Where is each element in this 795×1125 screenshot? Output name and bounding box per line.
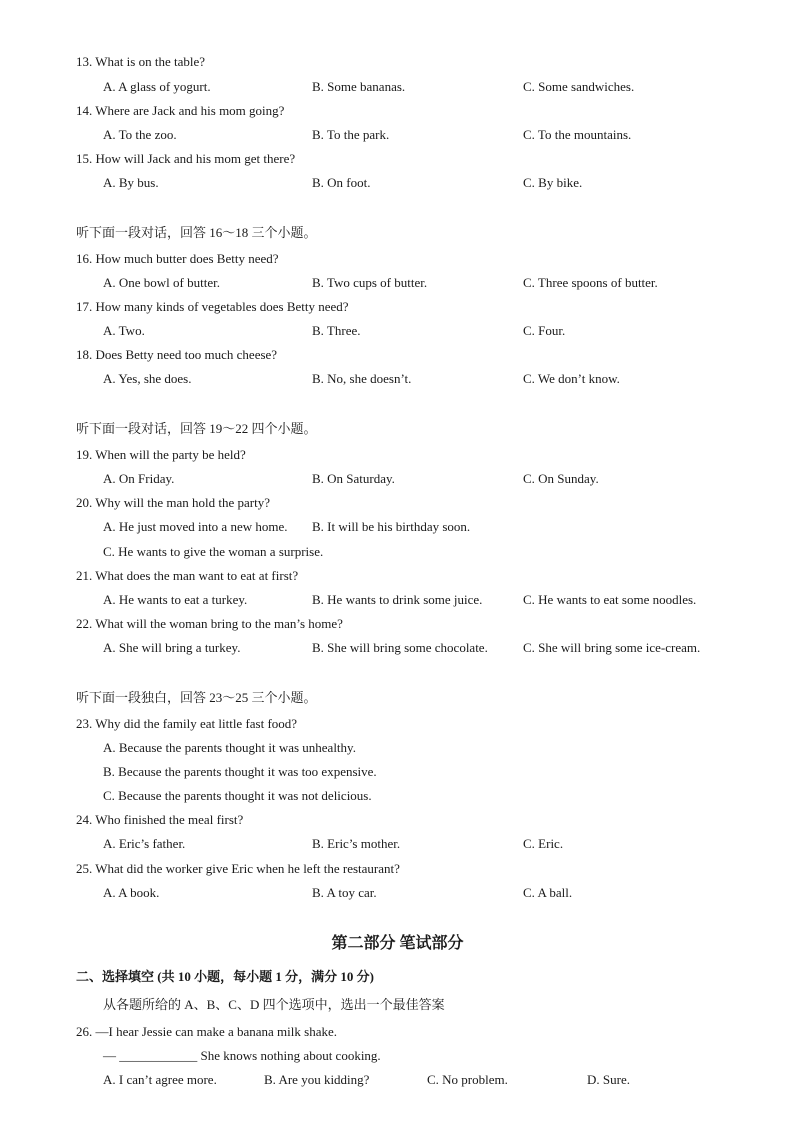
section-intro-16-18: 听下面一段对话，回答 16～18 三个小题。 — [76, 225, 317, 240]
question-24-option-a: A. Eric’s father. — [103, 836, 186, 851]
question-22-option-b: B. She will bring some chocolate. — [312, 640, 488, 655]
question-26-stem: 26. —I hear Jessie can make a banana milk shake. — [76, 1024, 337, 1039]
question-19-option-b: B. On Saturday. — [312, 471, 395, 486]
part-two-title: 第二部分 笔试部分 — [331, 935, 464, 952]
question-18-option-a: A. Yes, she does. — [103, 371, 192, 386]
question-21-stem: 21. What does the man want to eat at first? — [76, 568, 299, 583]
question-25-option-b: B. A toy car. — [312, 885, 377, 900]
question-13-option-c: C. Some sandwiches. — [523, 79, 635, 94]
question-26-response: — ____________ She knows nothing about cooking. — [103, 1048, 381, 1063]
question-24-option-c: C. Eric. — [523, 836, 564, 851]
question-23-option-c: C. Because the parents thought it was not delicious. — [103, 788, 372, 803]
question-16-option-c: C. Three spoons of butter. — [523, 275, 658, 290]
question-20-option-b: B. It will be his birthday soon. — [312, 519, 471, 534]
section-two-heading: 二、选择填空 (共 10 小题，每小题 1 分，满分 10 分) — [76, 969, 374, 984]
question-14-option-c: C. To the mountains. — [523, 127, 632, 142]
section-intro-19-22: 听下面一段对话，回答 19～22 四个小题。 — [76, 421, 317, 436]
question-21-option-c: C. He wants to eat some noodles. — [523, 592, 697, 607]
question-22-option-c: C. She will bring some ice-cream. — [523, 640, 701, 655]
question-18-option-c: C. We don’t know. — [523, 371, 620, 386]
question-19-option-a: A. On Friday. — [103, 471, 175, 486]
question-17-option-b: B. Three. — [312, 323, 361, 338]
question-21-option-b: B. He wants to drink some juice. — [312, 592, 483, 607]
question-16-stem: 16. How much butter does Betty need? — [76, 251, 279, 266]
question-20-option-c: C. He wants to give the woman a surprise. — [103, 544, 324, 559]
question-23-option-a: A. Because the parents thought it was unhealthy. — [103, 740, 356, 755]
question-20-stem: 20. Why will the man hold the party? — [76, 495, 270, 510]
section-two-instruction: 从各题所给的 A、B、C、D 四个选项中，选出一个最佳答案 — [103, 997, 445, 1012]
question-26-option-c: C. No problem. — [427, 1072, 508, 1087]
question-13-option-b: B. Some bananas. — [312, 79, 406, 94]
section-intro-23-25: 听下面一段独白，回答 23～25 三个小题。 — [76, 690, 317, 705]
question-19-option-c: C. On Sunday. — [523, 471, 599, 486]
question-14-option-b: B. To the park. — [312, 127, 390, 142]
question-22-option-a: A. She will bring a turkey. — [103, 640, 241, 655]
question-21-option-a: A. He wants to eat a turkey. — [103, 592, 248, 607]
question-13-option-a: A. A glass of yogurt. — [103, 79, 211, 94]
question-26-option-d: D. Sure. — [587, 1072, 630, 1087]
question-15-stem: 15. How will Jack and his mom get there? — [76, 151, 296, 166]
question-22-stem: 22. What will the woman bring to the man’s home? — [76, 616, 343, 631]
question-15-option-b: B. On foot. — [312, 175, 371, 190]
question-26-option-b: B. Are you kidding? — [264, 1072, 370, 1087]
question-16-option-a: A. One bowl of butter. — [103, 275, 220, 290]
question-19-stem: 19. When will the party be held? — [76, 447, 246, 462]
question-18-option-b: B. No, she doesn’t. — [312, 371, 412, 386]
question-25-option-c: C. A ball. — [523, 885, 573, 900]
question-13-stem: 13. What is on the table? — [76, 54, 206, 69]
question-25-option-a: A. A book. — [103, 885, 160, 900]
question-14-option-a: A. To the zoo. — [103, 127, 177, 142]
question-16-option-b: B. Two cups of butter. — [312, 275, 428, 290]
question-15-option-c: C. By bike. — [523, 175, 583, 190]
question-17-option-a: A. Two. — [103, 323, 145, 338]
question-17-stem: 17. How many kinds of vegetables does Betty need? — [76, 299, 349, 314]
question-18-stem: 18. Does Betty need too much cheese? — [76, 347, 278, 362]
question-25-stem: 25. What did the worker give Eric when he left the restaurant? — [76, 861, 400, 876]
question-15-option-a: A. By bus. — [103, 175, 159, 190]
question-24-option-b: B. Eric’s mother. — [312, 836, 401, 851]
question-17-option-c: C. Four. — [523, 323, 566, 338]
question-23-stem: 23. Why did the family eat little fast food? — [76, 716, 298, 731]
question-24-stem: 24. Who finished the meal first? — [76, 812, 244, 827]
question-26-option-a: A. I can’t agree more. — [103, 1072, 217, 1087]
question-20-option-a: A. He just moved into a new home. — [103, 519, 288, 534]
question-23-option-b: B. Because the parents thought it was too expensive. — [103, 764, 377, 779]
question-14-stem: 14. Where are Jack and his mom going? — [76, 103, 285, 118]
